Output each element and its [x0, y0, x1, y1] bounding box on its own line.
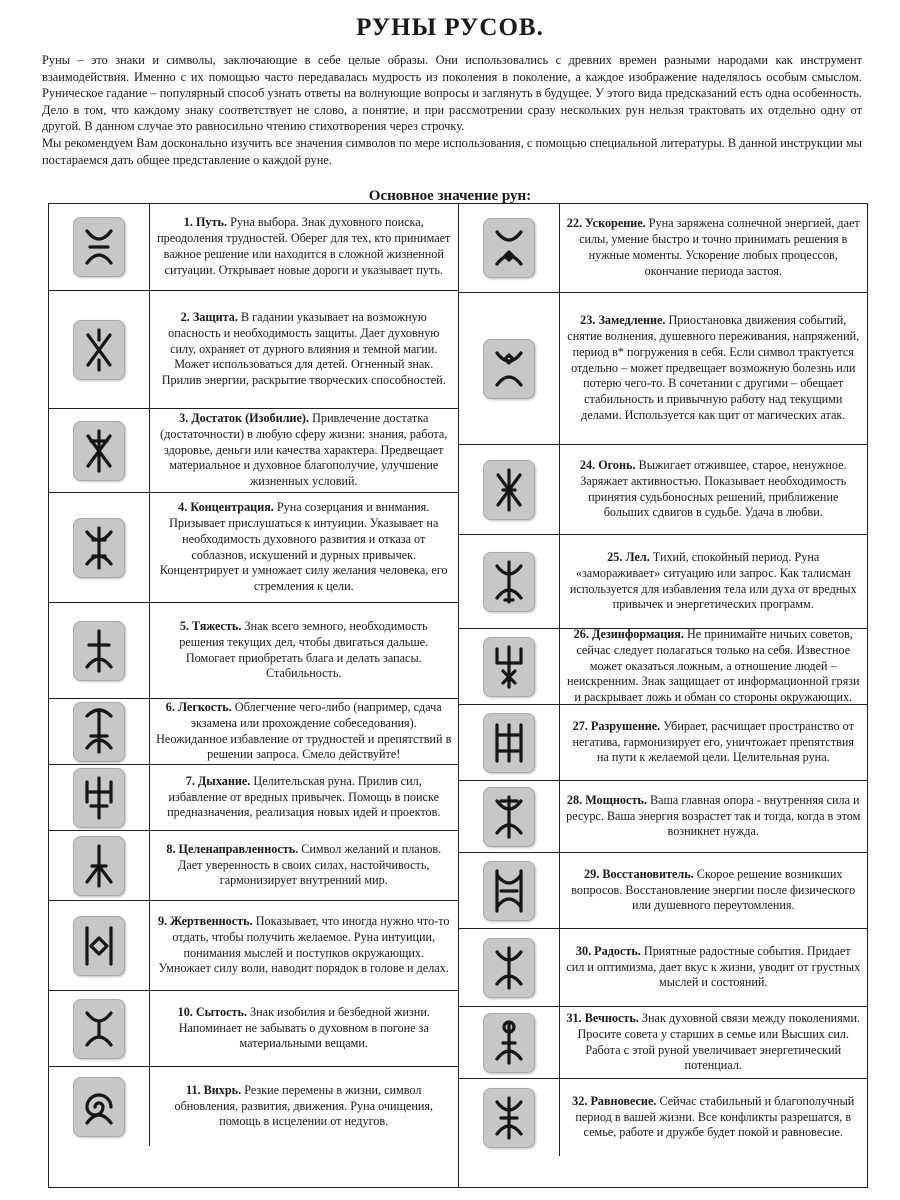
- runes-column-left: [49, 204, 458, 1187]
- rune-description: [150, 831, 458, 900]
- rune-lel-icon: [483, 552, 535, 612]
- rune-name: 2. Защита.: [180, 310, 238, 324]
- rune-description: [560, 204, 868, 292]
- rune-vihr-icon: [73, 1077, 125, 1137]
- rune-meaning: Знак всего земного, необходимость решения текущих дел, чтобы двигаться дальше. Помогает приобретать блага и делать запасы. Стабильность.: [179, 618, 429, 681]
- rune-description: [150, 493, 458, 602]
- rune-meaning: Знак духовной связи между поколениями. Просите совета у старших в семье или Высших сил. Работа с этой руной увеличивает энергетический потенциал.: [577, 1010, 861, 1073]
- rune-meaning: В гадании указывает на возможную опасность и необходимость защиты. Дает духовную силу, охраняет от дурного влияния и темной магии. Может использоваться для детей. Огненный знак. Прилив энергии, раскрытие творческих способностей.: [161, 310, 446, 388]
- rune-name: 1. Путь.: [183, 215, 228, 230]
- rune-icon-cell: [459, 1007, 560, 1078]
- rune-description-text: [566, 458, 862, 521]
- rune-dostatok-icon: [73, 421, 125, 481]
- rune-row: [49, 602, 458, 698]
- rune-row: [49, 990, 458, 1066]
- rune-description-text: [566, 867, 862, 914]
- rune-description: [560, 1079, 868, 1156]
- rune-name: 23. Замедление.: [580, 313, 666, 328]
- rune-description: [150, 991, 458, 1066]
- rune-description-text: [156, 774, 452, 821]
- rune-description: [560, 1007, 868, 1078]
- intro-paragraph-1: Руны – это знаки и символы, заключающие в себе целые образы. Они использовались с древних времен разными народами как инструмент взаимодействия. Именно с их помощью часто передавалась мудрость из поколения в поколение, а каждое изображение наделялось особым смыслом. Руническое гадание – популярный способ узнать ответы на волнующие вопросы и заглянуть в будущее. У этого вида предсказаний есть одна особенность. Дело в том, что каждому знаку соответствует не слово, а понятие, и при рассмотрении сразу нескольких рун нельзя трактовать их отдельно одну от другой. В данном случае это равносильно чтению стихотворения через строчку.: [42, 53, 863, 134]
- rune-razrushenie-icon: [483, 713, 535, 773]
- rune-meaning: Знак изобилия и безбедной жизни. Напоминает не забывать о духовном в погоне за материальными вещами.: [178, 1004, 430, 1051]
- rune-row: [459, 1006, 868, 1078]
- rune-description-text: [566, 944, 862, 991]
- rune-moshchnost-icon: [483, 787, 535, 847]
- rune-sytost-icon: [73, 999, 125, 1059]
- runes-table: [48, 203, 868, 1188]
- rune-description-text: [566, 216, 862, 279]
- rune-description: [560, 853, 868, 928]
- rune-legkost-icon: [73, 702, 125, 762]
- rune-description-text: [566, 550, 862, 613]
- rune-icon-cell: [49, 765, 150, 830]
- rune-meaning: Руна выбора. Знак духовного поиска, преодоления трудностей. Оберег для тех, кто принимает важное решение или находится в сложной жизненной ситуации. Открывает новые дороги и указывает путь.: [157, 215, 451, 277]
- rune-icon-cell: [459, 781, 560, 852]
- rune-name: 31. Вечность.: [566, 1010, 639, 1025]
- rune-description-text: [566, 1094, 862, 1141]
- rune-description-text: [156, 411, 452, 490]
- rune-description-text: [566, 719, 862, 766]
- rune-ravnovesie-icon: [483, 1088, 535, 1148]
- rune-description: [560, 535, 868, 628]
- rune-meaning: Приятные радостные события. Придает сил и оптимизма, дает вкус к жизни, уводит от грустных мыслей и состояний.: [566, 943, 861, 990]
- intro-paragraph-2: Мы рекомендуем Вам досконально изучить все значения символов по мере использования, с помощью специальной литературы. В данной инструкции мы постараемся дать общее представление о каждой руне.: [42, 135, 862, 167]
- rune-uskorenie-icon: [483, 218, 535, 278]
- rune-vosstanovitel-icon: [483, 861, 535, 921]
- rune-meaning: Приостановка движения событий, снятие волнения, душевного переживания, напряжений, период в* погружения в себя. Если символ трактуется отдельно – может предвещает возможную болезнь или потерю чего-то. В сочетании с другими – обещает стабильность и привычную работу над текущими делами. Используется как щит от магических атак.: [567, 313, 860, 422]
- rune-description: [560, 929, 868, 1006]
- rune-row: [459, 628, 868, 704]
- rune-meaning: Символ желаний и планов. Дает уверенность в своих силах, настойчивость, гармонизирует внутренний мир.: [178, 841, 442, 888]
- rune-name: 32. Равновесие.: [572, 1093, 657, 1108]
- rune-description-text: [566, 793, 862, 840]
- rune-icon-cell: [459, 629, 560, 704]
- rune-icon-cell: [459, 293, 560, 444]
- rune-meaning: Резкие перемены в жизни, символ обновления, развития, движения. Руна очищения, помощь в исцелении от недугов.: [174, 1082, 434, 1129]
- rune-meaning: Выжигает отжившее, старое, ненужное. Заряжает активностью. Показывает необходимость принятия судьбоносных решений, приближение больших сдвигов в судьбе. Удача в любви.: [580, 457, 847, 520]
- rune-meaning: Показывает, что иногда нужно что-то отдать, чтобы получить желаемое. Руна интуиции, понимания мыслей и поступков окружающих. Умножает силу воли, наводит порядок в голове и делах.: [158, 913, 450, 976]
- rune-name: 29. Восстановитель.: [584, 866, 694, 881]
- rune-meaning: Руна заряжена солнечной энергией, дает силы, умение быстро и точно принимать решения в нужные моменты. Ускорение любых процессов, окончание периода застоя.: [579, 216, 860, 278]
- rune-icon-cell: [49, 831, 150, 900]
- rune-meaning: Ваша главная опора - внутренняя сила и ресурс. Ваша энергия возрастет так и тогда, когда в этом возникнет нужда.: [566, 792, 861, 839]
- rune-meaning: Облегчение чего-либо (например, сдача экзамена или прохождение собеседования). Неожиданное избавление от трудностей и препятствий в решении запроса. Смело действуйте!: [156, 699, 452, 762]
- rune-row: [49, 290, 458, 408]
- rune-name: 8. Целенаправленность.: [166, 841, 299, 856]
- rune-row: [49, 204, 458, 290]
- rune-row: [49, 830, 458, 900]
- rune-tyazhest-icon: [73, 621, 125, 681]
- rune-icon-cell: [459, 445, 560, 534]
- rune-meaning: Руна созерцания и внимания. Призывает прислушаться к интуиции. Указывает на необходимость духовного развития и отказа от соблазнов, искушений и дурных привычек. Концентрирует и умножает силу желания человека, его стремления к цели.: [159, 500, 448, 594]
- rune-icon-cell: [459, 853, 560, 928]
- rune-icon-cell: [49, 603, 150, 698]
- rune-row: [459, 852, 868, 928]
- rune-description-text: [156, 500, 452, 595]
- rune-description-text: [156, 700, 452, 763]
- rune-description-text: [156, 310, 452, 389]
- rune-meaning: Целительская руна. Прилив сил, избавление от вредных привычек. Помощь в поиске предназначения, реализация новых идей и проектов.: [167, 773, 441, 820]
- rune-row: [459, 292, 868, 444]
- rune-name: 28. Мощность.: [566, 792, 647, 807]
- rune-ogon-icon: [483, 460, 535, 520]
- rune-row: [49, 698, 458, 764]
- rune-name: 3. Достаток (Изобилие).: [179, 411, 310, 425]
- rune-row: [49, 492, 458, 602]
- rune-description: [560, 629, 868, 704]
- rune-description-text: [156, 619, 452, 682]
- rune-meaning: Сейчас стабильный и благополучный период в вашей жизни. Все конфликты разрешатся, в семье, работе и дружбе будет покой и равновесие.: [575, 1093, 855, 1140]
- rune-icon-cell: [459, 929, 560, 1006]
- rune-meaning: Привлечение достатка (достаточности) в любую сферу жизни: знания, работа, здоровье, деньги или качества характера. Предвещает материальное и духовное благополучие, улучшение жизненных условий.: [160, 411, 448, 489]
- rune-description: [560, 781, 868, 852]
- rune-name: 27. Разрушение.: [572, 718, 661, 733]
- rune-description: [150, 699, 458, 764]
- rune-name: 4. Концентрация.: [178, 500, 274, 515]
- rune-description: [150, 603, 458, 698]
- rune-row: [459, 534, 868, 628]
- rune-row: [459, 704, 868, 780]
- rune-name: 6. Легкость.: [165, 699, 232, 714]
- rune-zamedlenie-icon: [483, 339, 535, 399]
- rune-zashchita-icon: [73, 320, 125, 380]
- rune-description: [150, 204, 458, 290]
- rune-meaning: Не принимайте ничьих советов, сейчас следует полагаться только на себя. Известное может оказаться ложным, а отношение людей – неискренним. Знак защищает от информационной грязи и раскрывает ложь и обман со стороны окружающих.: [566, 628, 860, 704]
- rune-row: [49, 408, 458, 492]
- rune-radost-icon: [483, 938, 535, 998]
- rune-name: 9. Жертвенность.: [157, 913, 253, 928]
- rune-name: 5. Тяжесть.: [179, 618, 242, 633]
- rune-koncentraciya-icon: [73, 518, 125, 578]
- rune-description-text: [156, 914, 452, 977]
- rune-description-text: [156, 1083, 452, 1130]
- rune-icon-cell: [459, 204, 560, 292]
- rune-meaning: Скорое решение возникших вопросов. Восстановление энергии после физического или душевного переутомления.: [571, 866, 856, 913]
- rune-icon-cell: [49, 204, 150, 290]
- rune-description-text: [566, 1011, 862, 1074]
- rune-row: [49, 764, 458, 830]
- rune-row: [49, 900, 458, 990]
- rune-description: [150, 291, 458, 408]
- rune-row: [459, 204, 868, 292]
- rune-row: [49, 1066, 458, 1146]
- rune-name: 30. Радость.: [575, 943, 641, 958]
- rune-name: 10. Сытость.: [177, 1004, 247, 1019]
- rune-description: [150, 765, 458, 830]
- rune-icon-cell: [459, 535, 560, 628]
- rune-name: 25. Лел.: [607, 549, 650, 564]
- rune-description: [150, 1067, 458, 1146]
- rune-description: [150, 409, 458, 492]
- rune-name: 24. Огонь.: [579, 457, 636, 472]
- rune-row: [459, 780, 868, 852]
- rune-vechnost-icon: [483, 1013, 535, 1073]
- rune-zhertvennost-icon: [73, 916, 125, 976]
- rune-icon-cell: [49, 493, 150, 602]
- rune-description-text: [156, 215, 452, 278]
- intro-text: [42, 52, 862, 168]
- page-title: РУНЫ РУСОВ.: [356, 14, 544, 41]
- rune-row: [459, 444, 868, 534]
- rune-name: 26. Дезинформация.: [573, 628, 684, 642]
- rune-description: [150, 901, 458, 990]
- rune-row: [459, 928, 868, 1006]
- rune-icon-cell: [49, 699, 150, 764]
- rune-description-text: [156, 1005, 452, 1052]
- rune-icon-cell: [49, 1067, 150, 1146]
- rune-icon-cell: [49, 991, 150, 1066]
- rune-icon-cell: [49, 901, 150, 990]
- rune-meaning: Убирает, расчищает пространство от негатива, гармонизирует его, уничтожает препятствия на пути к желаемой цели. Целительная руна.: [572, 718, 854, 765]
- rune-dezinformaciya-icon: [483, 637, 535, 697]
- runes-column-right: [458, 204, 868, 1187]
- rune-description-text: [156, 842, 452, 889]
- rune-icon-cell: [459, 1079, 560, 1156]
- rune-row: [459, 1078, 868, 1156]
- rune-name: 7. Дыхание.: [185, 773, 251, 788]
- rune-meaning: Тихий, спокойный период. Руна «замораживает» ситуацию или запрос. Как талисман используется для избавления тела или духа от вредных привычек и энергетических программ.: [569, 549, 857, 612]
- rune-icon-cell: [459, 705, 560, 780]
- rune-icon-cell: [49, 291, 150, 408]
- rune-dyhanie-icon: [73, 768, 125, 828]
- rune-icon-cell: [49, 409, 150, 492]
- rune-celenapravlennost-icon: [73, 836, 125, 896]
- rune-description-text: [566, 628, 862, 704]
- rune-description: [560, 705, 868, 780]
- rune-description: [560, 293, 868, 444]
- rune-name: 11. Вихрь.: [186, 1082, 242, 1097]
- table-heading: Основное значение рун:: [368, 188, 532, 204]
- rune-description: [560, 445, 868, 534]
- rune-put-icon: [73, 217, 125, 277]
- rune-description-text: [566, 313, 862, 424]
- rune-name: 22. Ускорение.: [566, 216, 646, 231]
